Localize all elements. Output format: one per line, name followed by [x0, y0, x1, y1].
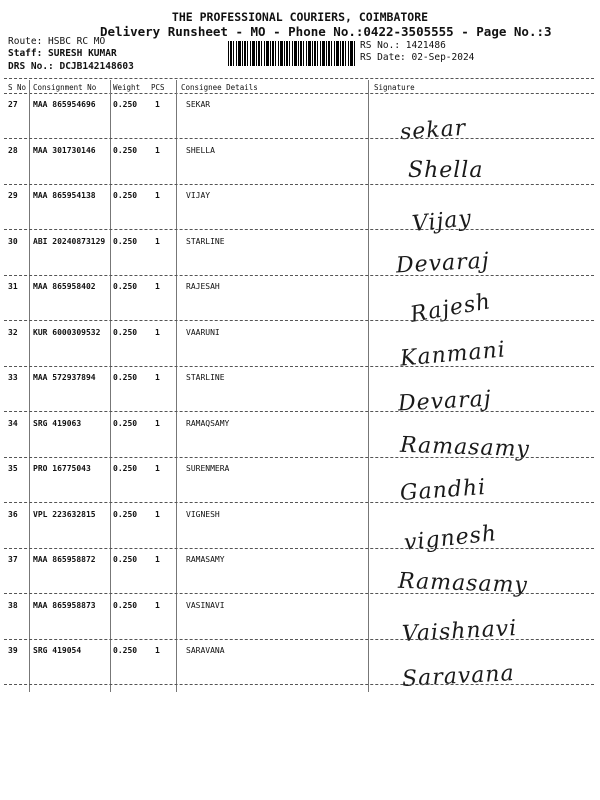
row-signature: Vijay: [410, 205, 474, 238]
drs-number: DRS No.: DCJB142148603: [8, 61, 134, 72]
row-pcs: 1: [155, 600, 160, 610]
column-header: Consignment No: [33, 83, 97, 92]
row-serial-no: 29: [8, 191, 18, 200]
row-pcs: 1: [155, 100, 160, 109]
row-separator: [4, 138, 594, 139]
row-consignee: STARLINE: [186, 373, 225, 382]
barcode: [228, 41, 356, 66]
row-consignee: RAMAQSAMY: [186, 418, 230, 428]
row-weight: 0.250: [113, 236, 138, 246]
row-consignment-no: MAA 865958873: [33, 600, 96, 610]
row-serial-no: 34: [8, 418, 18, 428]
row-signature: Devaraj: [397, 386, 493, 417]
row-consignment-no: KUR 6000309532: [33, 327, 101, 337]
column-divider: [176, 80, 177, 692]
row-consignment-no: PRO 16775043: [33, 464, 91, 473]
row-consignment-no: MAA 865954138: [33, 191, 96, 200]
column-header: S No: [8, 83, 27, 92]
route-label: Route: HSBC RC MO: [8, 36, 106, 47]
company-title: THE PROFESSIONAL COURIERS, COIMBATORE: [171, 10, 429, 24]
row-consignment-no: ABI 20240873129: [33, 236, 106, 246]
row-pcs: 1: [155, 464, 160, 473]
table-border-line: [4, 93, 594, 94]
column-header: Consignee Details: [181, 83, 258, 92]
row-signature: Kanmani: [399, 336, 507, 372]
row-weight: 0.250: [113, 100, 138, 109]
row-signature: Devaraj: [395, 248, 491, 278]
column-header: PCS: [151, 83, 165, 92]
row-signature: Rajesh: [408, 289, 494, 328]
column-divider: [110, 80, 111, 692]
row-pcs: 1: [155, 282, 160, 291]
row-pcs: 1: [155, 373, 160, 382]
row-serial-no: 37: [8, 555, 18, 564]
runsheet-subtitle: Delivery Runsheet - MO - Phone No.:0422-3505555 - Page No.:3: [100, 24, 552, 39]
row-signature: sekar: [399, 115, 468, 146]
column-header: Signature: [374, 83, 415, 92]
row-consignee: VIJAY: [186, 191, 211, 200]
row-signature: Vaishnavi: [401, 615, 518, 647]
row-separator: [4, 366, 594, 367]
row-consignee: RAJESAH: [186, 282, 220, 291]
row-consignee: VAARUNI: [186, 327, 220, 337]
table-border-line: [4, 78, 594, 79]
row-serial-no: 35: [8, 464, 18, 473]
row-pcs: 1: [155, 646, 160, 655]
row-serial-no: 38: [8, 600, 18, 610]
column-header: Weight: [113, 83, 141, 92]
row-consignee: STARLINE: [186, 236, 225, 246]
rs-number: RS No.: 1421486: [360, 40, 446, 51]
row-separator: [4, 275, 594, 276]
row-separator: [4, 548, 594, 549]
row-separator: [4, 229, 594, 230]
row-consignee: SARAVANA: [186, 646, 225, 655]
row-pcs: 1: [155, 145, 160, 155]
column-divider: [368, 80, 369, 692]
row-weight: 0.250: [113, 145, 138, 155]
rs-date: RS Date: 02-Sep-2024: [360, 52, 475, 63]
row-consignee: SHELLA: [186, 145, 215, 155]
row-consignment-no: SRG 419063: [33, 418, 82, 428]
row-weight: 0.250: [113, 418, 138, 428]
row-consignee: SEKAR: [186, 100, 211, 109]
row-pcs: 1: [155, 236, 160, 246]
row-weight: 0.250: [113, 555, 138, 564]
row-signature: Ramasamy: [397, 568, 529, 599]
row-consignee: VIGNESH: [186, 509, 220, 519]
row-consignment-no: VPL 223632815: [33, 509, 96, 519]
row-serial-no: 30: [8, 236, 18, 246]
row-weight: 0.250: [113, 327, 138, 337]
row-separator: [4, 593, 594, 594]
row-pcs: 1: [155, 191, 160, 200]
row-weight: 0.250: [113, 464, 138, 473]
row-separator: [4, 184, 594, 185]
row-separator: [4, 502, 594, 503]
row-serial-no: 39: [8, 646, 18, 655]
row-signature: Ramasamy: [399, 432, 531, 462]
row-weight: 0.250: [113, 373, 138, 382]
row-serial-no: 27: [8, 100, 18, 109]
row-separator: [4, 411, 594, 412]
row-separator: [4, 320, 594, 321]
row-consignment-no: MAA 572937894: [33, 373, 96, 382]
column-divider: [29, 80, 30, 692]
row-weight: 0.250: [113, 646, 138, 655]
row-pcs: 1: [155, 418, 160, 428]
row-pcs: 1: [155, 509, 160, 519]
row-weight: 0.250: [113, 191, 138, 200]
row-signature: Gandhi: [399, 475, 487, 506]
row-serial-no: 36: [8, 509, 18, 519]
row-consignment-no: MAA 301730146: [33, 145, 96, 155]
row-pcs: 1: [155, 327, 160, 337]
row-weight: 0.250: [113, 509, 138, 519]
row-signature: Shella: [408, 157, 484, 183]
row-signature: Saravana: [401, 661, 516, 692]
row-weight: 0.250: [113, 600, 138, 610]
row-separator: [4, 457, 594, 458]
row-weight: 0.250: [113, 282, 138, 291]
row-consignee: RAMASAMY: [186, 555, 225, 564]
row-consignment-no: MAA 865958402: [33, 282, 96, 291]
row-serial-no: 28: [8, 145, 18, 155]
row-pcs: 1: [155, 555, 160, 564]
row-serial-no: 33: [8, 373, 18, 382]
row-signature: vignesh: [402, 520, 499, 556]
row-consignment-no: SRG 419054: [33, 646, 82, 655]
row-consignee: VASINAVI: [186, 600, 225, 610]
row-separator: [4, 684, 594, 685]
staff-label: Staff: SURESH KUMAR: [8, 48, 117, 59]
row-separator: [4, 639, 594, 640]
row-consignment-no: MAA 865954696: [33, 100, 96, 109]
row-consignee: SURENMERA: [186, 464, 230, 473]
row-consignment-no: MAA 865958872: [33, 555, 96, 564]
row-serial-no: 31: [8, 282, 18, 291]
row-serial-no: 32: [8, 327, 18, 337]
